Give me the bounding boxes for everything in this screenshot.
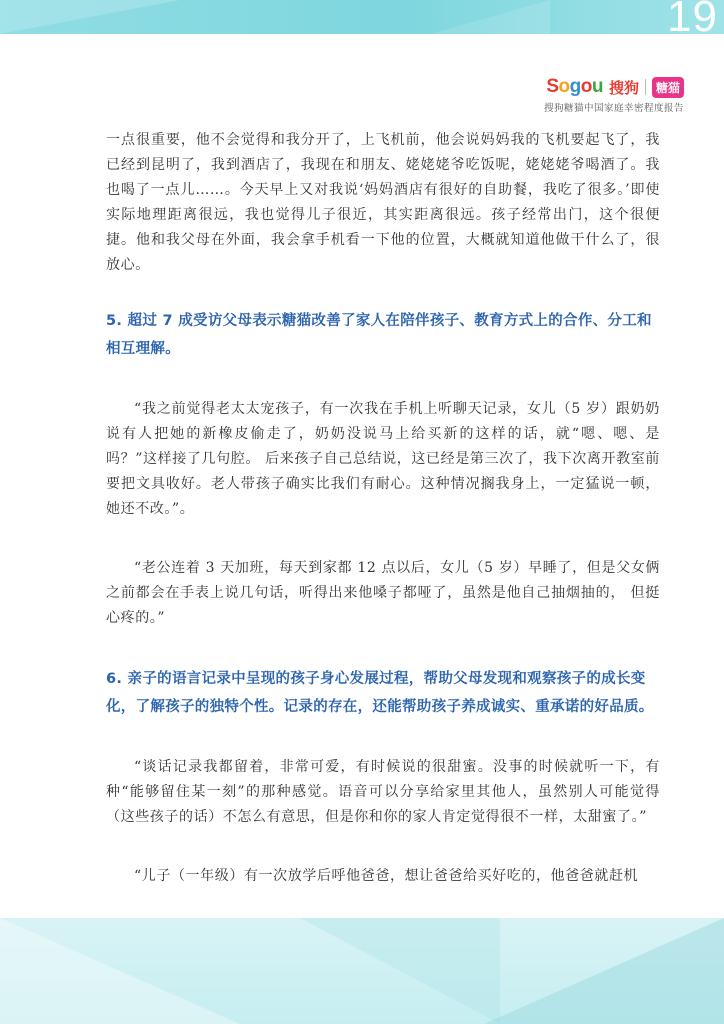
top-band: [0, 0, 724, 34]
finding-heading-6: 6. 亲子的语言记录中呈现的孩子身心发展过程，帮助父母发现和观察孩子的成长变化，了解孩子的独特个性。记录的存在，还能帮助孩子养成诚实、重承诺的好品质。: [106, 671, 654, 715]
paragraph-continued: 一点很重要，他不会觉得和我分开了，上飞机前，他会说妈妈我的飞机要起飞了，我已经到昆明了，我到酒店了，我现在和朋友、姥姥姥爷吃饭呢，姥姥姥爷喝酒了。我也喝了一点儿……。今天早上又对我说‘妈妈酒店有很好的自助餐，我吃了很多。’即使实际地理距离很远，我也觉得儿子很近，其实距离很远。孩子经常出门，这个很便捷。他和我父母在外面，我会拿手机看一下他的位置，大概就知道他做干什么了，很放心。: [106, 132, 660, 273]
quote-paragraph: “我之前觉得老太太宠孩子，有一次我在手机上听聊天记录，女儿（5 岁）跟奶奶说有人把她的新橡皮偷走了，奶奶没说马上给买新的这样的话，就“嗯、嗯、是吗？”这样接了几句腔。 后来孩子自己总结说，这已经是第三次了，我下次离开教室前要把文具收好。老人带孩子确实比我们有耐心。这种情况搁我身上，一定猛说一顿，她还不改。”。: [106, 401, 660, 517]
report-subtitle: 搜狗糖猫中国家庭幸密程度报告: [543, 103, 684, 114]
logo-cn-text: 搜狗: [608, 78, 639, 97]
page-number: 19: [667, 0, 718, 34]
bottom-decoration: [0, 918, 724, 1024]
band-facet: [430, 0, 550, 34]
band-facet: [0, 918, 240, 1024]
quote-paragraph-truncated: “儿子（一年级）有一次放学后呼他爸爸，想让爸爸给买好吃的，他爸爸就赶机: [134, 868, 639, 884]
quote-paragraph: “老公连着 3 天加班，每天到家都 12 点以后，女儿（5 岁）早睡了，但是父女俩之前都会在手表上说几句话，听得出来他嗓子都哑了，虽然是他自己抽烟抽的， 但挺心疼的。”: [106, 560, 660, 626]
document-body: [106, 128, 660, 889]
finding-heading-5: 5. 超过 7 成受访父母表示糖猫改善了家人在陪伴孩子、教育方式上的合作、分工和相互理解。: [106, 313, 652, 357]
band-facet: [0, 0, 180, 34]
band-facet: [300, 918, 500, 1024]
tangmao-badge: 糖猫: [652, 77, 684, 98]
quote-paragraph: “谈话记录我都留着，非常可爱，有时候说的很甜蜜。没事的时候就听一下，有种“能够留住某一刻”的那种感觉。语音可以分享给家里其他人，虽然别人可能觉得（这些孩子的话）不怎么有意思，但是你和你的家人肯定觉得很不一样，太甜蜜了。”: [106, 759, 660, 825]
brand-logo: [546, 76, 684, 98]
logo-divider: [645, 79, 646, 95]
band-facet: [484, 918, 724, 1024]
sogou-wordmark: Sogou: [546, 76, 603, 97]
